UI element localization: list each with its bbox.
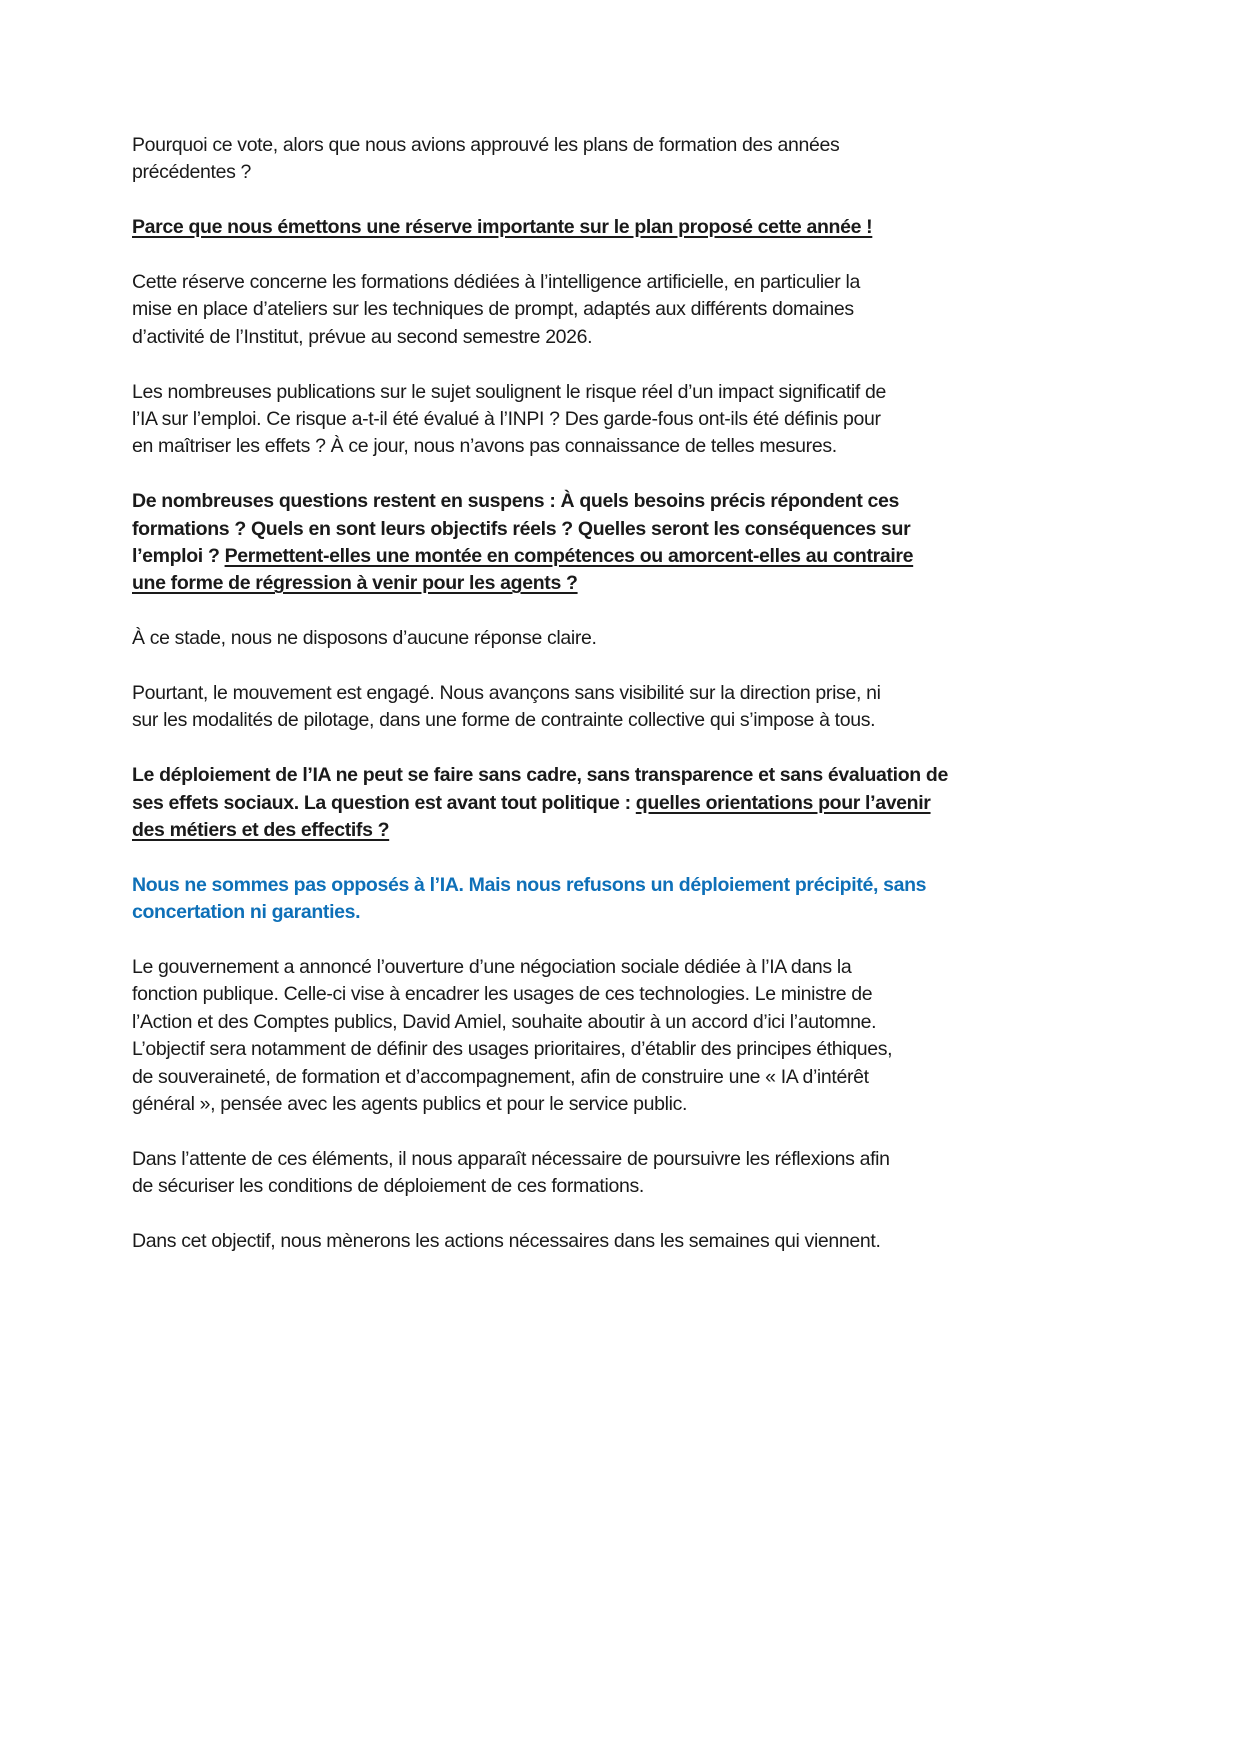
text-line: précédentes ? bbox=[132, 161, 252, 184]
text-line bbox=[132, 488, 1112, 515]
text-line: sur les modalités de pilotage, dans une forme de contrainte collective qui s’impose à tous. bbox=[132, 709, 876, 732]
paragraph-no-answer bbox=[132, 625, 1112, 652]
text-line bbox=[132, 516, 1112, 543]
document-page bbox=[132, 132, 1112, 1283]
text-line: concertation ni garanties. bbox=[132, 901, 361, 924]
paragraph-employment-risk bbox=[132, 379, 1112, 461]
text-line: de sécuriser les conditions de déploiement de ces formations. bbox=[132, 1175, 644, 1198]
text-line: l’IA sur l’emploi. Ce risque a-t-il été évalué à l’INPI ? Des garde-fous ont-ils été définis pour bbox=[132, 408, 881, 431]
text-line: Parce que nous émettons une réserve importante sur le plan proposé cette année ! bbox=[132, 216, 873, 239]
text-line: en maîtriser les effets ? À ce jour, nous n’avons pas connaissance de telles mesures. bbox=[132, 435, 837, 458]
paragraph-movement-engaged bbox=[132, 680, 1112, 735]
text-span: l’emploi ? bbox=[132, 545, 225, 568]
text-line: d’activité de l’Institut, prévue au second semestre 2026. bbox=[132, 325, 593, 348]
text-span: De nombreuses questions restent en suspens : À quels besoins précis répondent ces bbox=[132, 490, 900, 513]
underlined-text: quelles orientations pour l’avenir bbox=[635, 791, 931, 814]
underlined-text: une forme de régression à venir pour les agents ? bbox=[132, 572, 578, 595]
text-line: mise en place d’ateliers sur les techniques de prompt, adaptés aux différents domaines bbox=[132, 298, 854, 321]
text-line bbox=[132, 543, 1112, 570]
paragraph-reserve-details bbox=[132, 269, 1112, 351]
text-line: Pourtant, le mouvement est engagé. Nous avançons sans visibilité sur la direction prise, ni bbox=[132, 682, 881, 705]
text-line: Nous ne sommes pas opposés à l’IA. Mais nous refusons un déploiement précipité, sans bbox=[132, 873, 927, 896]
text-line: Pourquoi ce vote, alors que nous avions approuvé les plans de formation des années bbox=[132, 134, 840, 156]
text-line bbox=[132, 570, 1112, 597]
text-line bbox=[132, 762, 1112, 789]
paragraph-open-questions bbox=[132, 488, 1112, 598]
paragraph-government-negotiation bbox=[132, 954, 1112, 1118]
text-line bbox=[132, 790, 1112, 817]
text-line: Les nombreuses publications sur le sujet soulignent le risque réel d’un impact significatif de bbox=[132, 380, 887, 403]
underlined-text: des métiers et des effectifs ? bbox=[132, 819, 390, 842]
text-line: L’objectif sera notamment de définir des usages prioritaires, d’établir des principes éthiques, bbox=[132, 1038, 893, 1061]
text-line: Dans l’attente de ces éléments, il nous apparaît nécessaire de poursuivre les réflexions afin bbox=[132, 1147, 890, 1170]
text-span: ses effets sociaux. La question est avant tout politique : bbox=[132, 791, 636, 814]
paragraph-reserve-statement bbox=[132, 214, 1112, 241]
paragraph-closing-actions bbox=[132, 1228, 1112, 1255]
text-line bbox=[132, 817, 1112, 844]
underlined-text: Permettent-elles une montée en compétences ou amorcent-elles au contraire bbox=[224, 545, 914, 568]
text-line: Le gouvernement a annoncé l’ouverture d’une négociation sociale dédiée à l’IA dans la bbox=[132, 956, 852, 979]
paragraph-why-vote bbox=[132, 132, 1112, 187]
paragraph-position-highlight bbox=[132, 872, 1112, 927]
text-span: Le déploiement de l’IA ne peut se faire sans cadre, sans transparence et sans évaluation de bbox=[132, 764, 948, 787]
paragraph-pursue-reflection bbox=[132, 1146, 1112, 1201]
text-line: général », pensée avec les agents publics et pour le service public. bbox=[132, 1093, 688, 1116]
paragraph-deployment-framework bbox=[132, 762, 1112, 844]
text-line: fonction publique. Celle-ci vise à encadrer les usages de ces technologies. Le ministre de bbox=[132, 983, 873, 1006]
text-line: Cette réserve concerne les formations dédiées à l’intelligence artificielle, en particulier la bbox=[132, 271, 860, 293]
text-line: Dans cet objectif, nous mènerons les actions nécessaires dans les semaines qui viennent. bbox=[132, 1230, 881, 1253]
text-line: de souveraineté, de formation et d’accompagnement, afin de construire une « IA d’intérêt bbox=[132, 1065, 869, 1088]
text-line: l’Action et des Comptes publics, David Amiel, souhaite aboutir à un accord d’ici l’automne. bbox=[132, 1010, 877, 1033]
text-span: formations ? Quels en sont leurs objectifs réels ? Quelles seront les conséquences sur bbox=[132, 517, 911, 540]
text-line: À ce stade, nous ne disposons d’aucune réponse claire. bbox=[132, 627, 597, 650]
